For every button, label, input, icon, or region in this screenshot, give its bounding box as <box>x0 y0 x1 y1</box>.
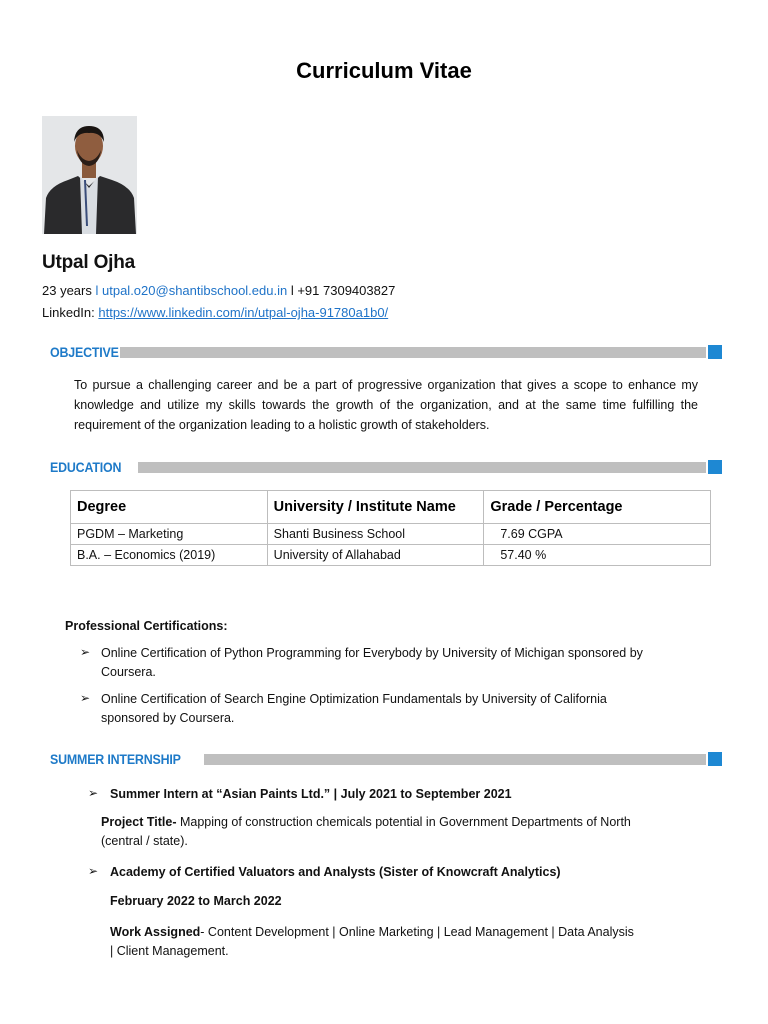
list-item-line: sponsored by Coursera. <box>101 711 235 725</box>
phone-text: +91 7309403827 <box>297 283 396 298</box>
table-cell: B.A. – Economics (2019) <box>71 545 268 566</box>
table-row <box>71 545 711 566</box>
certifications-title: Professional Certifications: <box>65 619 228 633</box>
section-accent-square <box>708 460 722 474</box>
list-item <box>101 690 701 728</box>
list-item-line <box>101 813 701 832</box>
internship-dates: February 2022 to March 2022 <box>110 894 282 908</box>
section-header-education <box>50 460 722 476</box>
arrow-bullet-icon: ➢ <box>88 864 99 878</box>
linkedin-line <box>42 305 388 320</box>
table-header-row <box>71 491 711 524</box>
table-cell: 7.69 CGPA <box>484 524 711 545</box>
list-item <box>101 644 701 682</box>
separator: l <box>287 283 298 298</box>
section-accent-square <box>708 752 722 766</box>
page-title: Curriculum Vitae <box>296 58 472 83</box>
linkedin-label: LinkedIn: <box>42 305 99 320</box>
profile-photo <box>42 116 137 234</box>
list-item-line: Online Certification of Python Programming for Everybody by University of Michigan sponsored by <box>101 646 643 660</box>
age-text: 23 years <box>42 283 92 298</box>
list-item-line: | Client Management. <box>110 944 229 958</box>
table-row <box>71 524 711 545</box>
table-cell: PGDM – Marketing <box>71 524 268 545</box>
column-header: University / Institute Name <box>267 491 484 524</box>
linkedin-link[interactable]: https://www.linkedin.com/in/utpal-ojha-91780a1b0/ <box>98 305 389 320</box>
table-cell: Shanti Business School <box>267 524 484 545</box>
project-description <box>101 813 701 851</box>
list-item-line: Online Certification of Search Engine Optimization Fundamentals by University of California <box>101 692 607 706</box>
candidate-name: Utpal Ojha <box>42 252 136 273</box>
column-header: Grade / Percentage <box>484 491 711 524</box>
table-cell: University of Allahabad <box>267 545 484 566</box>
separator: l <box>91 283 102 298</box>
internship-heading: Academy of Certified Valuators and Analysts (Sister of Knowcraft Analytics) <box>110 865 561 879</box>
section-divider-bar <box>204 754 706 765</box>
list-item-line: Coursera. <box>101 665 156 679</box>
project-title-label: Project Title- <box>101 815 177 829</box>
arrow-bullet-icon: ➢ <box>80 645 91 659</box>
work-assigned-text: - Content Development | Online Marketing | Lead Management | Data Analysis <box>200 925 634 939</box>
section-title-education: EDUCATION <box>50 460 122 475</box>
work-description <box>110 923 710 961</box>
contact-line <box>42 283 395 298</box>
section-divider-bar <box>120 347 706 358</box>
email-link[interactable]: utpal.o20@shantibschool.edu.in <box>102 283 288 298</box>
objective-text: To pursue a challenging career and be a part of progressive organization that gives a scope to enhance my knowledge and utilize my skills towards the growth of the organization, and at the same time fulfilling the requirement of the organization leading to a holistic growth of stakeholders. <box>74 378 698 432</box>
section-title-internship: SUMMER INTERNSHIP <box>50 752 181 767</box>
table-cell: 57.40 % <box>484 545 711 566</box>
section-accent-square <box>708 345 722 359</box>
section-header-internship <box>50 752 722 768</box>
section-divider-bar <box>138 462 706 473</box>
column-header: Degree <box>71 491 268 524</box>
arrow-bullet-icon: ➢ <box>88 786 99 800</box>
arrow-bullet-icon: ➢ <box>80 691 91 705</box>
list-item-line <box>110 923 710 942</box>
project-title-text: Mapping of construction chemicals potential in Government Departments of North <box>176 815 631 829</box>
section-header-objective <box>50 345 722 361</box>
list-item-line: (central / state). <box>101 834 188 848</box>
education-table <box>70 490 711 566</box>
section-title-objective: OBJECTIVE <box>50 345 119 360</box>
internship-heading: Summer Intern at “Asian Paints Ltd.” | July 2021 to September 2021 <box>110 787 512 801</box>
work-assigned-label: Work Assigned <box>110 925 201 939</box>
